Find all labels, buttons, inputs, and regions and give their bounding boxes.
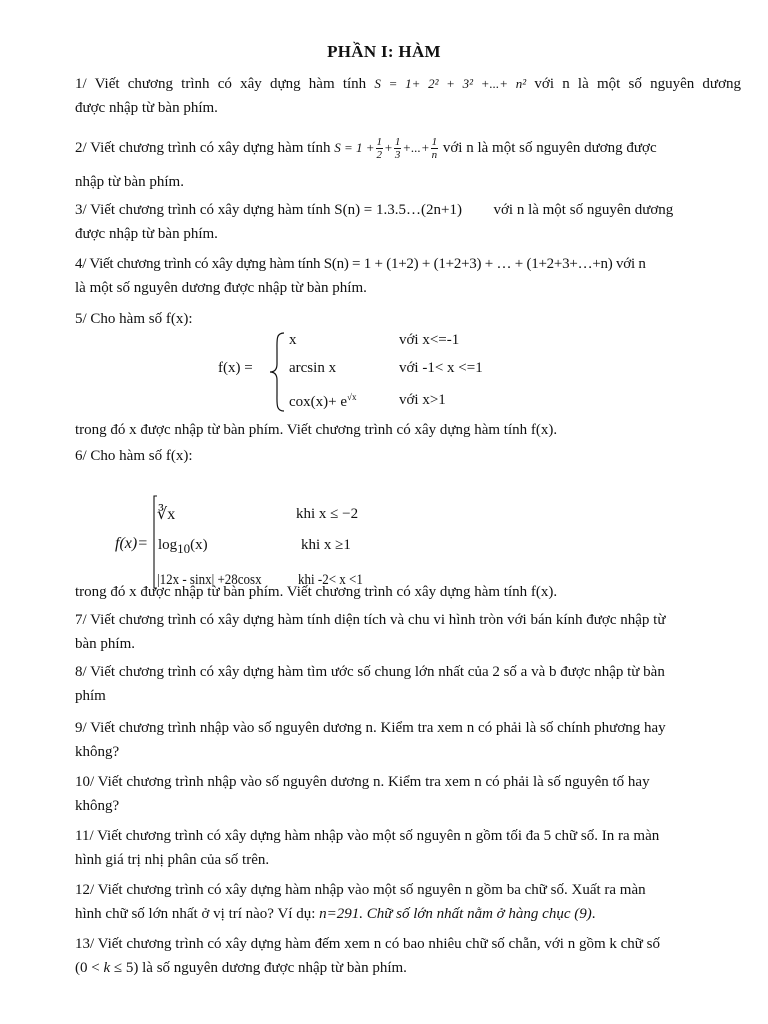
ex4-line1: 4/ Viết chương trình có xây dựng hàm tính S(n) = 1 + (1+2) + (1+2+3) + … + (1+2+3+…+n) với n xyxy=(75,256,646,272)
ex2-text-end: với n là một số nguyên dương được xyxy=(442,140,657,156)
ex6-case1-cond: khi x ≤ −2 xyxy=(296,506,359,522)
ex13-line2: (0 < k ≤ 5) là số nguyên dương được nhập từ bàn phím. xyxy=(75,960,407,976)
ex3-text-end: với n là một số nguyên dương xyxy=(493,202,674,218)
section-title: PHẦN I: HÀM xyxy=(327,42,441,61)
ex13-line1: 13/ Viết chương trình có xây dựng hàm đếm xem n có bao nhiêu chữ số chẵn, với n gồm k chữ số xyxy=(75,936,661,952)
ex1-text: 1/ Viết chương trình có xây dựng hàm tính xyxy=(75,76,367,92)
ex10-line2: không? xyxy=(75,798,120,814)
exercise-8 xyxy=(75,660,741,708)
exercise-6-intro: 6/ Cho hàm số f(x): xyxy=(75,448,193,464)
ex1-formula: S = 1+ 2² + 3² +...+ n² xyxy=(374,76,527,91)
ex1-line2: được nhập từ bàn phím. xyxy=(75,100,218,116)
ex12-line2: hình chữ số lớn nhất ở vị trí nào? Ví dụ: n=291. Chữ số lớn nhất nằm ở hàng chục (9). xyxy=(75,906,596,922)
ex3-line2: được nhập từ bàn phím. xyxy=(75,226,218,242)
exercise-6-after: trong đó x được nhập từ bàn phím. Viết chương trình có xây dựng hàm tính f(x). xyxy=(75,584,558,600)
ex1-text-end: với n là một số nguyên dương xyxy=(534,76,741,92)
ex6-log-base: 10 xyxy=(177,541,191,556)
exercise-9 xyxy=(75,716,741,764)
ex5-fx-label: f(x) = xyxy=(218,360,253,376)
ex5-case3-cond: với x>1 xyxy=(399,392,446,408)
ex5-case3-expr: $cox(x)+ e^{√x}$ xyxy=(289,392,357,410)
ex5-case2-cond: với -1< x <=1 xyxy=(399,360,483,376)
exercise-2: 2/ Viết chương trình có xây dựng hàm tính S = 1 + $\frac{1}{2}$ + $\frac{1}{3}$ +...+ $\frac{1}{n}$ với n là một số nguyên dương được xyxy=(75,136,657,162)
exercise-3 xyxy=(75,198,741,246)
ex2-formula-start: S = 1 + xyxy=(334,140,375,155)
ex11-line1: 11/ Viết chương trình có xây dựng hàm nhập vào một số nguyên n gồm tối đa 5 chữ số. In ra màn xyxy=(75,828,660,844)
exercise-13 xyxy=(75,932,741,980)
exercise-4 xyxy=(75,252,741,300)
fraction-1-3: $\frac{1}{3}$ xyxy=(394,136,401,162)
ex5-case2-expr: arcsin x xyxy=(289,360,337,376)
fraction-1-2: $\frac{1}{2}$ xyxy=(376,136,383,162)
exercise-2-line2: nhập từ bàn phím. xyxy=(75,174,184,190)
ex7-line1: 7/ Viết chương trình có xây dựng hàm tính diện tích và chu vi hình tròn với bán kính được nhập từ xyxy=(75,612,666,628)
ex5-case3-exponent: √x xyxy=(347,392,357,402)
ex10-line1: 10/ Viết chương trình nhập vào số nguyên dương n. Kiểm tra xem n có phải là số nguyên tố hay xyxy=(75,774,650,790)
ex9-line2: không? xyxy=(75,744,120,760)
exercise-11 xyxy=(75,824,741,872)
exercise-10 xyxy=(75,770,741,818)
ex4-line2: là một số nguyên dương được nhập từ bàn phím. xyxy=(75,280,367,296)
ex5-case1-expr: x xyxy=(289,332,297,348)
ex8-line1: 8/ Viết chương trình có xây dựng hàm tìm ước số chung lớn nhất của 2 số a và b được nhập từ bàn xyxy=(75,664,665,680)
ex6-case2-cond: khi x ≥1 xyxy=(301,537,351,553)
ex9-line1: 9/ Viết chương trình nhập vào số nguyên dương n. Kiểm tra xem n có phải là số chính phương hay xyxy=(75,720,666,736)
exercise-5-after: trong đó x được nhập từ bàn phím. Viết chương trình có xây dựng hàm tính f(x). xyxy=(75,422,558,438)
ex6-case2-expr: $\log_{10}(x)$ xyxy=(158,537,208,556)
exercise-12 xyxy=(75,878,741,926)
ex6-case3-expr: |12x - sinx| +28cosx xyxy=(157,570,262,588)
ex3-text: 3/ Viết chương trình có xây dựng hàm tính S(n) = 1.3.5…(2n+1) xyxy=(75,202,462,218)
ex6-fx-label: f(x)= xyxy=(115,535,148,552)
ex5-brace xyxy=(268,330,288,414)
fraction-1-n: $\frac{1}{n}$ xyxy=(431,136,438,162)
ex5-case1-cond: với x<=-1 xyxy=(399,332,460,348)
exercise-1 xyxy=(75,72,741,120)
ex2-text: 2/ Viết chương trình có xây dựng hàm tính xyxy=(75,140,331,156)
ex2-formula-end: +...+ xyxy=(402,140,430,155)
exercise-7 xyxy=(75,608,741,656)
ex6-case3-cond: khi -2< x <1 xyxy=(298,570,363,588)
ex8-line2: phím xyxy=(75,688,106,704)
ex12-line1: 12/ Viết chương trình có xây dựng hàm nhập vào một số nguyên n gồm ba chữ số. Xuất ra màn xyxy=(75,882,646,898)
exercise-5-intro: 5/ Cho hàm số f(x): xyxy=(75,311,193,327)
ex7-line2: bàn phím. xyxy=(75,636,135,652)
ex11-line2: hình giá trị nhị phân của số trên. xyxy=(75,852,270,868)
ex6-case1-expr: ∛x xyxy=(157,506,176,523)
ex12-example: n=291. Chữ số lớn nhất nằm ở hàng chục (9) xyxy=(319,906,592,922)
